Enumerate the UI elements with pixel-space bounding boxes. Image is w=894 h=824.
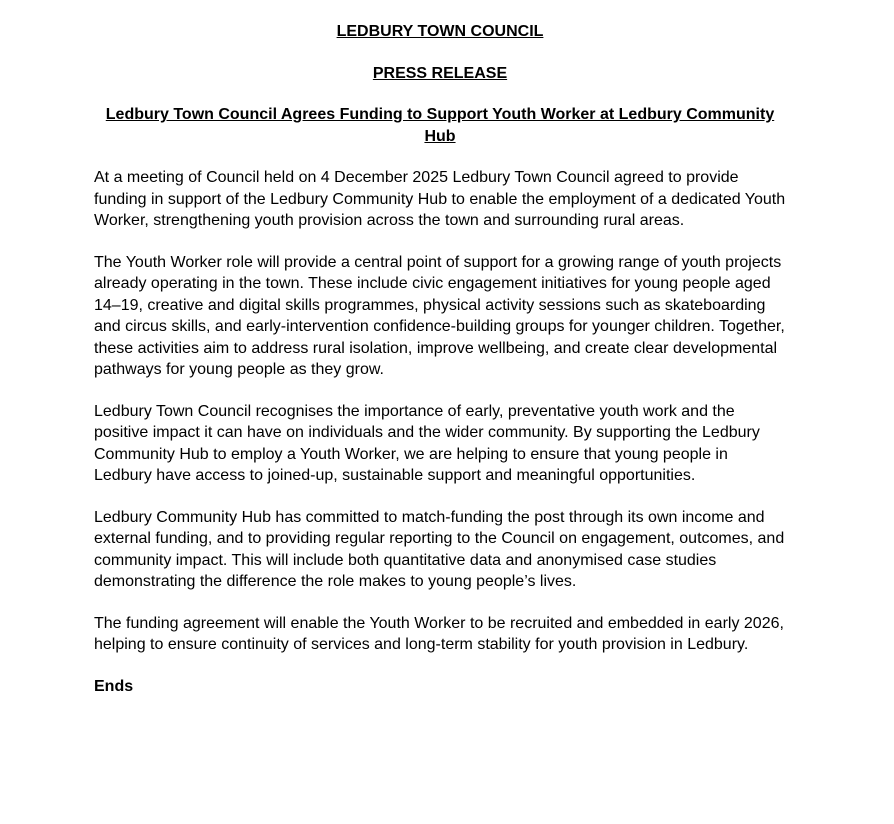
- body-paragraph: Ledbury Town Council recognises the importance of early, preventative youth work and the positive impact it can have on individuals and the wider community. By supporting the Ledbury Community Hub to employ a Youth Worker, we are helping to ensure that young people in Ledbury have access to joined-up, sustainable support and meaningful opportunities.: [94, 402, 760, 484]
- document-subtitle: PRESS RELEASE: [372, 64, 508, 82]
- document-headline: Ledbury Town Council Agrees Funding to Support Youth Worker at Ledbury Community Hub: [105, 106, 775, 145]
- body-paragraph: At a meeting of Council held on 4 December 2025 Ledbury Town Council agreed to provide funding in support of the Ledbury Community Hub to enable the employment of a dedicated Youth Worker, strengthening youth provision across the town and surrounding rural areas.: [94, 169, 786, 229]
- body-paragraph: The funding agreement will enable the Youth Worker to be recruited and embedded in early 2026, helping to ensure continuity of services and long-term stability for youth provision in Ledbury.: [94, 614, 784, 653]
- document-title: LEDBURY TOWN COUNCIL: [336, 23, 544, 40]
- body-paragraph: Ledbury Community Hub has committed to match-funding the post through its own income and external funding, and to providing regular reporting to the Council on engagement, outcomes, and community impact. This will include both quantitative data and anonymised case studies demonstrating the difference the role makes to young people’s lives.: [94, 508, 785, 590]
- body-paragraph: The Youth Worker role will provide a central point of support for a growing range of youth projects already operating in the town. These include civic engagement initiatives for young people aged 14–19, creative and digital skills programmes, physical activity sessions such as skateboarding and circus skills, and early-intervention confidence-building groups for younger children. Together, these activities aim to address rural isolation, improve wellbeing, and create clear developmental pathways for young people as they grow.: [94, 253, 785, 378]
- document-ends-marker: Ends: [94, 677, 134, 695]
